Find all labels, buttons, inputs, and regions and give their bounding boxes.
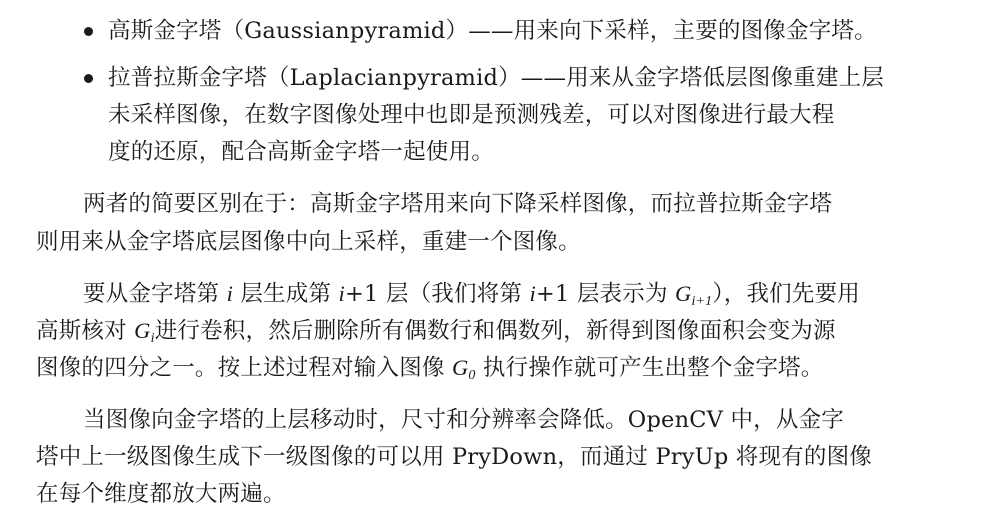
paragraph-pyramid-line-1: 要从金字塔第 i 层生成第 i+1 层（我们将第 i+1 层表示为 $G_{i+1}$），我们先要用 (83, 281, 860, 309)
math-G-0: $G_0$ (451, 355, 476, 383)
bullet-icon (84, 27, 93, 36)
paragraph-opencv-line-2: 塔中上一级图像生成下一级图像的可以用 PryDown，而通过 PryUp 将现有的图像 (36, 444, 872, 470)
paragraph-opencv-line-3: 在每个维度都放大两遍。 (36, 481, 286, 507)
paragraph-difference-line-2: 则用来从金字塔底层图像中向上采样，重建一个图像。 (36, 229, 581, 255)
bullet-text-gaussian: 高斯金字塔（Gaussianpyramid）——用来向下采样，主要的图像金字塔。 (108, 18, 877, 44)
bullet-text-laplacian-line-2: 未采样图像，在数字图像处理中也即是预测残差，可以对图像进行最大程 (108, 102, 835, 128)
paragraph-pyramid-line-2: 高斯核对 $G_i$进行卷积，然后删除所有偶数行和偶数列，新得到图像面积会变为源 (36, 318, 836, 346)
bullet-text-laplacian-line-3: 度的还原，配合高斯金字塔一起使用。 (108, 139, 494, 165)
math-G-i: $G_i$ (134, 318, 155, 346)
bullet-icon (84, 74, 93, 83)
paragraph-difference-line-1: 两者的简要区别在于：高斯金字塔用来向下降采样图像，而拉普拉斯金字塔 (83, 191, 833, 217)
paragraph-opencv-line-1: 当图像向金字塔的上层移动时，尺寸和分辨率会降低。OpenCV 中，从金字 (83, 407, 844, 433)
paragraph-pyramid-line-3: 图像的四分之一。按上述过程对输入图像 $G_0$ 执行操作就可产生出整个金字塔。 (36, 355, 824, 383)
math-G-i-plus-1: $G_{i+1}$ (675, 281, 713, 309)
bullet-text-laplacian-line-1: 拉普拉斯金字塔（Laplacianpyramid）——用来从金字塔低层图像重建上层 (108, 65, 884, 91)
